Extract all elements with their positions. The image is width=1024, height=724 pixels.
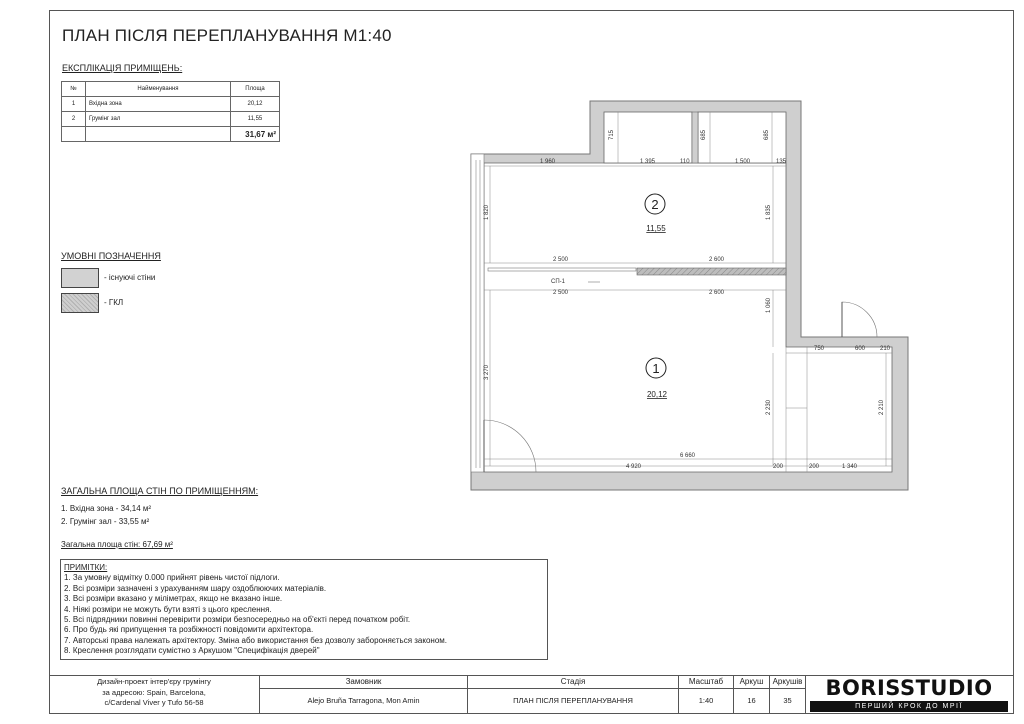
gkl-partition — [637, 268, 786, 275]
stage-value: ПЛАН ПІСЛЯ ПЕРЕПЛАНУВАННЯ — [513, 696, 633, 705]
room-2-number: 2 — [651, 197, 659, 212]
dim-label: 1 060 — [766, 297, 772, 313]
dim-label: 4 920 — [626, 464, 642, 470]
walls-area-total: Загальна площа стін: 67,69 м² — [61, 540, 173, 549]
note-line: 6. Про будь які припущення та розбіжності повідомити архітектора. — [64, 625, 314, 635]
sheets-value: 35 — [783, 696, 792, 705]
title-block — [49, 675, 1014, 714]
brand-slogan: ПЕРШИЙ КРОК ДО МРІЇ — [810, 701, 1008, 712]
col-name-header: Найменування — [86, 82, 231, 97]
dim-label: 750 — [814, 346, 825, 352]
drawing-title: ПЛАН ПІСЛЯ ПЕРЕПЛАНУВАННЯ М1:40 — [62, 26, 392, 45]
sliding-door — [488, 268, 636, 271]
note-line: 2. Всі розміри зазначені з урахуванням шару оздоблюючих матеріалів. — [64, 583, 327, 593]
legend-gkl: - ГКЛ — [104, 298, 124, 307]
dim-label: 2 600 — [709, 257, 725, 263]
note-line: 1. За умовну відмітку 0.000 прийнят рівень чистої підлоги. — [64, 573, 280, 583]
dim-label: 1 500 — [735, 159, 751, 165]
dim-label: 2 500 — [553, 290, 569, 296]
dim-label: 2 210 — [879, 399, 885, 415]
col-num-header: № — [62, 82, 86, 97]
note-line: 7. Авторські права належать архітектору. Зміна або використання без дозволу забороняється законом. — [64, 635, 447, 645]
dim-label: 715 — [609, 129, 615, 140]
room-1-number: 1 — [652, 361, 660, 376]
dim-label: 2 230 — [766, 399, 772, 415]
dim-label: 2 600 — [709, 290, 725, 296]
sheet-value: 16 — [747, 696, 756, 705]
dim-label: 1 835 — [766, 204, 772, 220]
client-value: Alejo Bruña Tarragona, Mon Amin — [307, 696, 420, 705]
dim-label: 110 — [680, 159, 690, 165]
scale-value: 1:40 — [698, 696, 714, 705]
legend-existing-walls: - існуючі стіни — [104, 273, 156, 282]
explication-total: 31,67 м² — [231, 127, 280, 142]
project-info: Дизайн-проект інтер'єру грумінгу за адресою: Spain, Barcelona, c/Cardenal Viver y Tufo 56-58 — [97, 677, 211, 707]
note-line: 5. Всі підрядники повинні перевірити розміри безпосередньо на об'єкті перед початком робіт. — [64, 615, 411, 625]
dim-label: 200 — [773, 464, 784, 470]
table-row: 2 Грумінг зал 11,55 — [62, 112, 280, 127]
sheet-label: Аркуш — [734, 675, 769, 689]
note-line: 8. Креслення розглядати сумістно з Аркушом "Специфікація дверей" — [64, 646, 320, 656]
logo-block — [805, 675, 1014, 714]
scale-label: Масштаб — [679, 675, 733, 689]
dim-label: 685 — [701, 129, 707, 140]
dim-label: 210 — [880, 346, 891, 352]
dim-label: 685 — [764, 129, 770, 140]
dim-label: 3 270 — [484, 364, 490, 380]
col-area-header: Площа — [231, 82, 280, 97]
note-line: 3. Всі розміри вказано у міліметрах, якщо не вказано інше. — [64, 594, 283, 604]
walls-area-item2: 2. Грумінг зал - 33,55 м² — [61, 517, 150, 526]
dim-label: 2 500 — [553, 257, 569, 263]
dim-label: 6 660 — [680, 453, 696, 459]
dim-label: 1 820 — [484, 204, 490, 220]
dim-label: 600 — [855, 346, 866, 352]
brand-logo: BORISSTUDIO — [825, 676, 993, 700]
dim-label: 1 395 — [640, 159, 656, 165]
dim-label: 1 960 — [540, 159, 556, 165]
walls-area-item1: 1. Вхідна зона - 34,14 м² — [61, 504, 152, 513]
stage-label: Стадія — [468, 675, 678, 689]
room-1-area: 20,12 — [646, 390, 668, 399]
table-row: 1 Вхідна зона 20,12 — [62, 97, 280, 112]
note-line: 4. Ніякі розміри не можуть бути взяті з цього креслення. — [64, 604, 272, 614]
dim-label: 1 340 — [842, 464, 858, 470]
door-label: СП-1 — [551, 279, 565, 285]
client-label: Замовник — [260, 675, 467, 689]
walls-area-heading: ЗАГАЛЬНА ПЛОЩА СТІН ПО ПРИМІЩЕННЯМ: — [61, 486, 259, 496]
dim-label: 200 — [809, 464, 820, 470]
sheets-label: Аркушів — [770, 675, 805, 689]
notes-heading: ПРИМІТКИ: — [64, 563, 108, 572]
room-2-area: 11,55 — [646, 224, 666, 233]
dim-label: 135 — [776, 159, 787, 165]
legend-heading: УМОВНІ ПОЗНАЧЕННЯ — [61, 251, 161, 261]
door-swing — [842, 302, 877, 337]
explication-heading: ЕКСПЛІКАЦІЯ ПРИМІЩЕНЬ: — [62, 63, 183, 73]
